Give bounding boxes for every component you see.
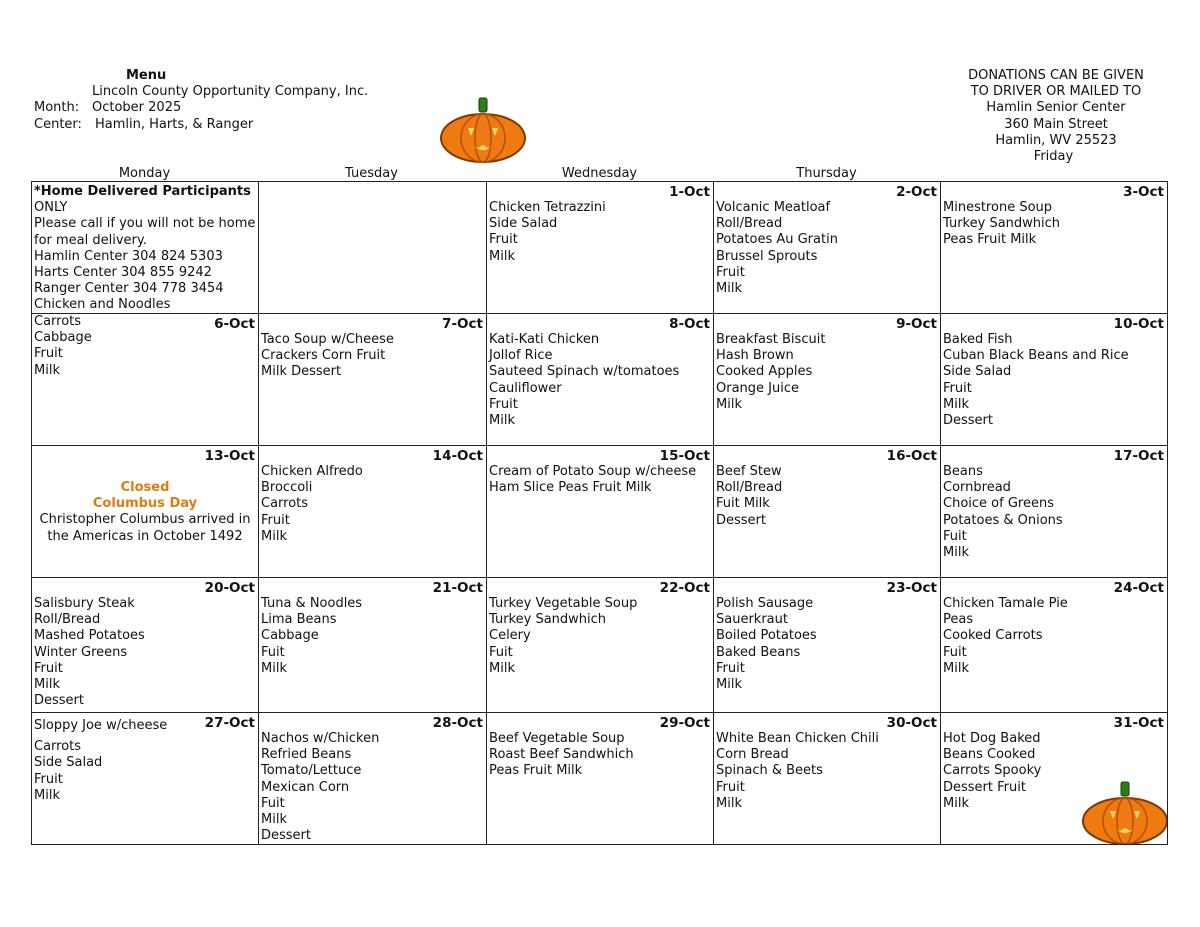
intro-line: Ranger Center 304 778 3454 [34,281,224,297]
intro-line: Hamlin Center 304 824 5303 [34,248,223,264]
menu-item: Fuit Milk [716,496,770,512]
menu-item: Roast Beef Sandwhich [489,747,634,763]
menu-item: Milk [489,413,515,429]
holiday-cell [32,446,259,578]
menu-item: Roll/Bread [716,480,783,496]
menu-item: Cuban Black Beans and Rice [943,348,1129,364]
menu-item: Milk [34,787,60,803]
menu-calendar-grid [31,181,1168,845]
day-cell [259,713,487,844]
menu-item: Beef Vegetable Soup [489,731,625,746]
menu-item: Fuit [489,644,513,660]
date-label: 20-Oct [204,580,255,596]
holiday-note: Christopher Columbus arrived in [39,512,251,528]
menu-item: Corn Bread [716,747,789,763]
menu-item: Brussel Sprouts [716,248,818,264]
menu-item: Sauteed Spinach w/tomatoes [489,364,680,380]
menu-item: Milk [716,281,742,297]
month-value: October 2025 [92,100,182,115]
day-cell [487,182,714,314]
day-cell [487,446,714,578]
date-label: 22-Oct [659,580,710,596]
date-label: 13-Oct [204,448,255,464]
intro-cell [32,182,259,314]
day-header-monday: Monday [118,166,171,181]
donations-line: Hamlin, WV 25523 [995,132,1117,148]
menu-item: Fruit [489,396,518,412]
menu-item: Milk Dessert [261,364,342,380]
date-label: 24-Oct [1113,580,1164,596]
menu-item: Carrots [261,496,309,512]
menu-item: Roll/Bread [34,612,101,628]
menu-item: Mexican Corn [261,779,350,795]
date-label: 2-Oct [896,184,937,200]
date-label: 7-Oct [442,316,483,332]
menu-item: Dessert [261,828,311,844]
menu-item: Turkey Sandwhich [489,612,607,628]
menu-item: Milk [489,248,515,264]
day-cell [714,314,941,446]
intro-line: ONLY [34,200,68,216]
date-label: 29-Oct [659,715,710,731]
menu-title: Menu [126,68,167,83]
day-cell [259,578,487,713]
menu-item: Spinach & Beets [716,763,823,779]
menu-item: Cooked Carrots [943,628,1043,644]
day-cell [487,314,714,446]
menu-item: Potatoes Au Gratin [716,232,838,248]
menu-item: Carrots [34,314,82,329]
menu-item: Potatoes & Onions [943,512,1063,528]
menu-item: Broccoli [261,480,313,496]
menu-item: Choice of Greens [943,496,1054,512]
intro-line: Chicken and Noodles [34,297,171,313]
donations-line: DONATIONS CAN BE GIVEN [968,68,1144,83]
date-label: 23-Oct [886,580,937,596]
date-label: 21-Oct [432,580,483,596]
menu-item: Side Salad [489,216,558,232]
menu-item: Side Salad [943,364,1012,380]
date-label: 30-Oct [886,715,937,731]
menu-item: Chicken Tamale Pie [943,596,1068,611]
menu-item: Minestrone Soup [943,200,1053,215]
day-cell [941,713,1167,844]
date-label: 27-Oct [204,715,255,731]
menu-item: Crackers Corn Fruit [261,348,386,364]
menu-item: Milk [261,812,287,828]
menu-item: Milk [261,528,287,544]
menu-item: Volcanic Meatloaf [716,200,831,215]
organization-name: Lincoln County Opportunity Company, Inc. [92,84,369,99]
donations-notice [940,68,1172,149]
menu-item: Peas Fruit Milk [489,763,583,779]
month-label: Month: [34,100,80,115]
menu-item: Fruit [34,346,63,362]
menu-item: Milk [716,396,742,412]
day-cell [714,578,941,713]
menu-item: Milk [716,677,742,693]
intro-line: Harts Center 304 855 9242 [34,265,212,281]
menu-item: Nachos w/Chicken [261,731,380,746]
menu-item: Fuit [261,644,285,660]
menu-item: Baked Beans [716,644,801,660]
day-cell [487,713,714,844]
menu-item: Cornbread [943,480,1011,496]
date-label: 9-Oct [896,316,937,332]
intro-line: for meal delivery. [34,232,147,248]
date-label: 31-Oct [1113,715,1164,731]
menu-item: Cooked Apples [716,364,813,380]
date-label: 10-Oct [1113,316,1164,332]
menu-item: Milk [943,396,969,412]
menu-item: Hot Dog Baked [943,731,1041,746]
closed-label: Closed [120,480,170,495]
menu-item: Carrots Spooky [943,763,1042,779]
day-header-tuesday: Tuesday [345,166,398,181]
menu-item: Milk [261,660,287,676]
menu-item: Chicken Tetrazzini [489,200,606,215]
menu-item: Roll/Bread [716,216,783,232]
menu-item: Peas Fruit Milk [943,232,1037,248]
day-header-friday: Friday [1033,149,1074,164]
menu-item: Fruit [716,264,745,280]
menu-item: Fuit [261,795,285,811]
donations-line: Hamlin Senior Center [986,100,1126,116]
donations-line: 360 Main Street [1004,116,1108,132]
menu-item: Fruit [34,660,63,676]
menu-item: Refried Beans [261,747,352,763]
center-value: Hamlin, Harts, & Ranger [95,117,254,132]
donations-line: TO DRIVER OR MAILED TO [970,84,1142,100]
menu-item: Celery [489,628,531,644]
menu-item: Ham Slice Peas Fruit Milk [489,480,652,496]
menu-item: Peas [943,612,974,628]
menu-item: Sloppy Joe w/cheese [34,718,168,733]
date-label: 17-Oct [1113,448,1164,464]
menu-item: Fruit [34,771,63,787]
date-label: 14-Oct [432,448,483,464]
menu-item: Fuit [943,528,967,544]
menu-item: Orange Juice [716,380,799,396]
menu-item: Milk [943,660,969,676]
day-cell [32,314,259,446]
menu-item: Dessert [943,413,993,429]
menu-item: Lima Beans [261,612,337,628]
menu-item: Fruit [716,779,745,795]
menu-item: Sauerkraut [716,612,788,628]
day-cell [487,578,714,713]
menu-item: Chicken Alfredo [261,464,363,479]
menu-item: Fruit [489,232,518,248]
date-label: 15-Oct [659,448,710,464]
day-cell [259,446,487,578]
menu-item: Beef Stew [716,464,782,479]
menu-item: Fuit [943,644,967,660]
day-cell [714,446,941,578]
menu-item: Carrots [34,739,82,755]
menu-item: Cauliflower [489,380,562,396]
day-header-wednesday: Wednesday [561,166,638,181]
menu-item: Winter Greens [34,644,128,660]
day-cell [32,578,259,713]
menu-item: Dessert Fruit [943,779,1026,795]
day-cell [714,713,941,844]
date-label: 16-Oct [886,448,937,464]
date-label: 6-Oct [214,316,255,332]
date-label: 1-Oct [669,184,710,200]
menu-item: Side Salad [34,755,103,771]
day-cell [941,182,1167,314]
menu-item: Milk [716,795,742,811]
menu-item: Cabbage [261,628,319,644]
intro-title: *Home Delivered Participants [34,184,251,199]
menu-item: Baked Fish [943,332,1013,347]
day-cell [941,578,1167,713]
menu-item: Tomato/Lettuce [261,763,362,779]
menu-item: Milk [489,660,515,676]
menu-item: Beans Cooked [943,747,1036,763]
date-label: 8-Oct [669,316,710,332]
menu-item: Taco Soup w/Cheese [261,332,394,347]
menu-item: White Bean Chicken Chili [716,731,879,746]
menu-item: Hash Brown [716,348,794,364]
empty-cell [259,182,487,314]
center-label: Center: [34,117,82,132]
day-header-thursday: Thursday [796,166,857,181]
menu-item: Dessert [34,693,84,709]
pumpkin-icon [438,96,528,164]
date-label: 3-Oct [1123,184,1164,200]
menu-item: Fruit [261,512,290,528]
menu-item: Kati-Kati Chicken [489,332,600,347]
menu-item: Tuna & Noodles [261,596,363,611]
menu-item: Beans [943,464,983,479]
menu-item: Cabbage [34,330,92,346]
menu-item: Cream of Potato Soup w/cheese [489,464,697,479]
menu-item: Milk [943,795,969,811]
menu-item: Milk [34,362,60,378]
menu-item: Salisbury Steak [34,596,135,611]
day-cell [714,182,941,314]
intro-line: Please call if you will not be home [34,216,256,232]
menu-item: Milk [943,545,969,561]
menu-item: Jollof Rice [489,348,553,364]
menu-item: Dessert [716,512,766,528]
day-cell [941,314,1167,446]
menu-item: Polish Sausage [716,596,814,611]
day-cell [259,314,487,446]
day-cell [941,446,1167,578]
holiday-note: the Americas in October 1492 [47,528,243,544]
menu-item: Breakfast Biscuit [716,332,826,347]
menu-item: Turkey Sandwhich [943,216,1061,232]
menu-item: Mashed Potatoes [34,628,145,644]
menu-item: Fruit [716,660,745,676]
menu-item: Boiled Potatoes [716,628,817,644]
menu-item: Milk [34,677,60,693]
day-cell [32,713,259,844]
date-label: 28-Oct [432,715,483,731]
menu-item: Turkey Vegetable Soup [489,596,638,611]
holiday-name: Columbus Day [92,496,198,512]
menu-item: Fruit [943,380,972,396]
